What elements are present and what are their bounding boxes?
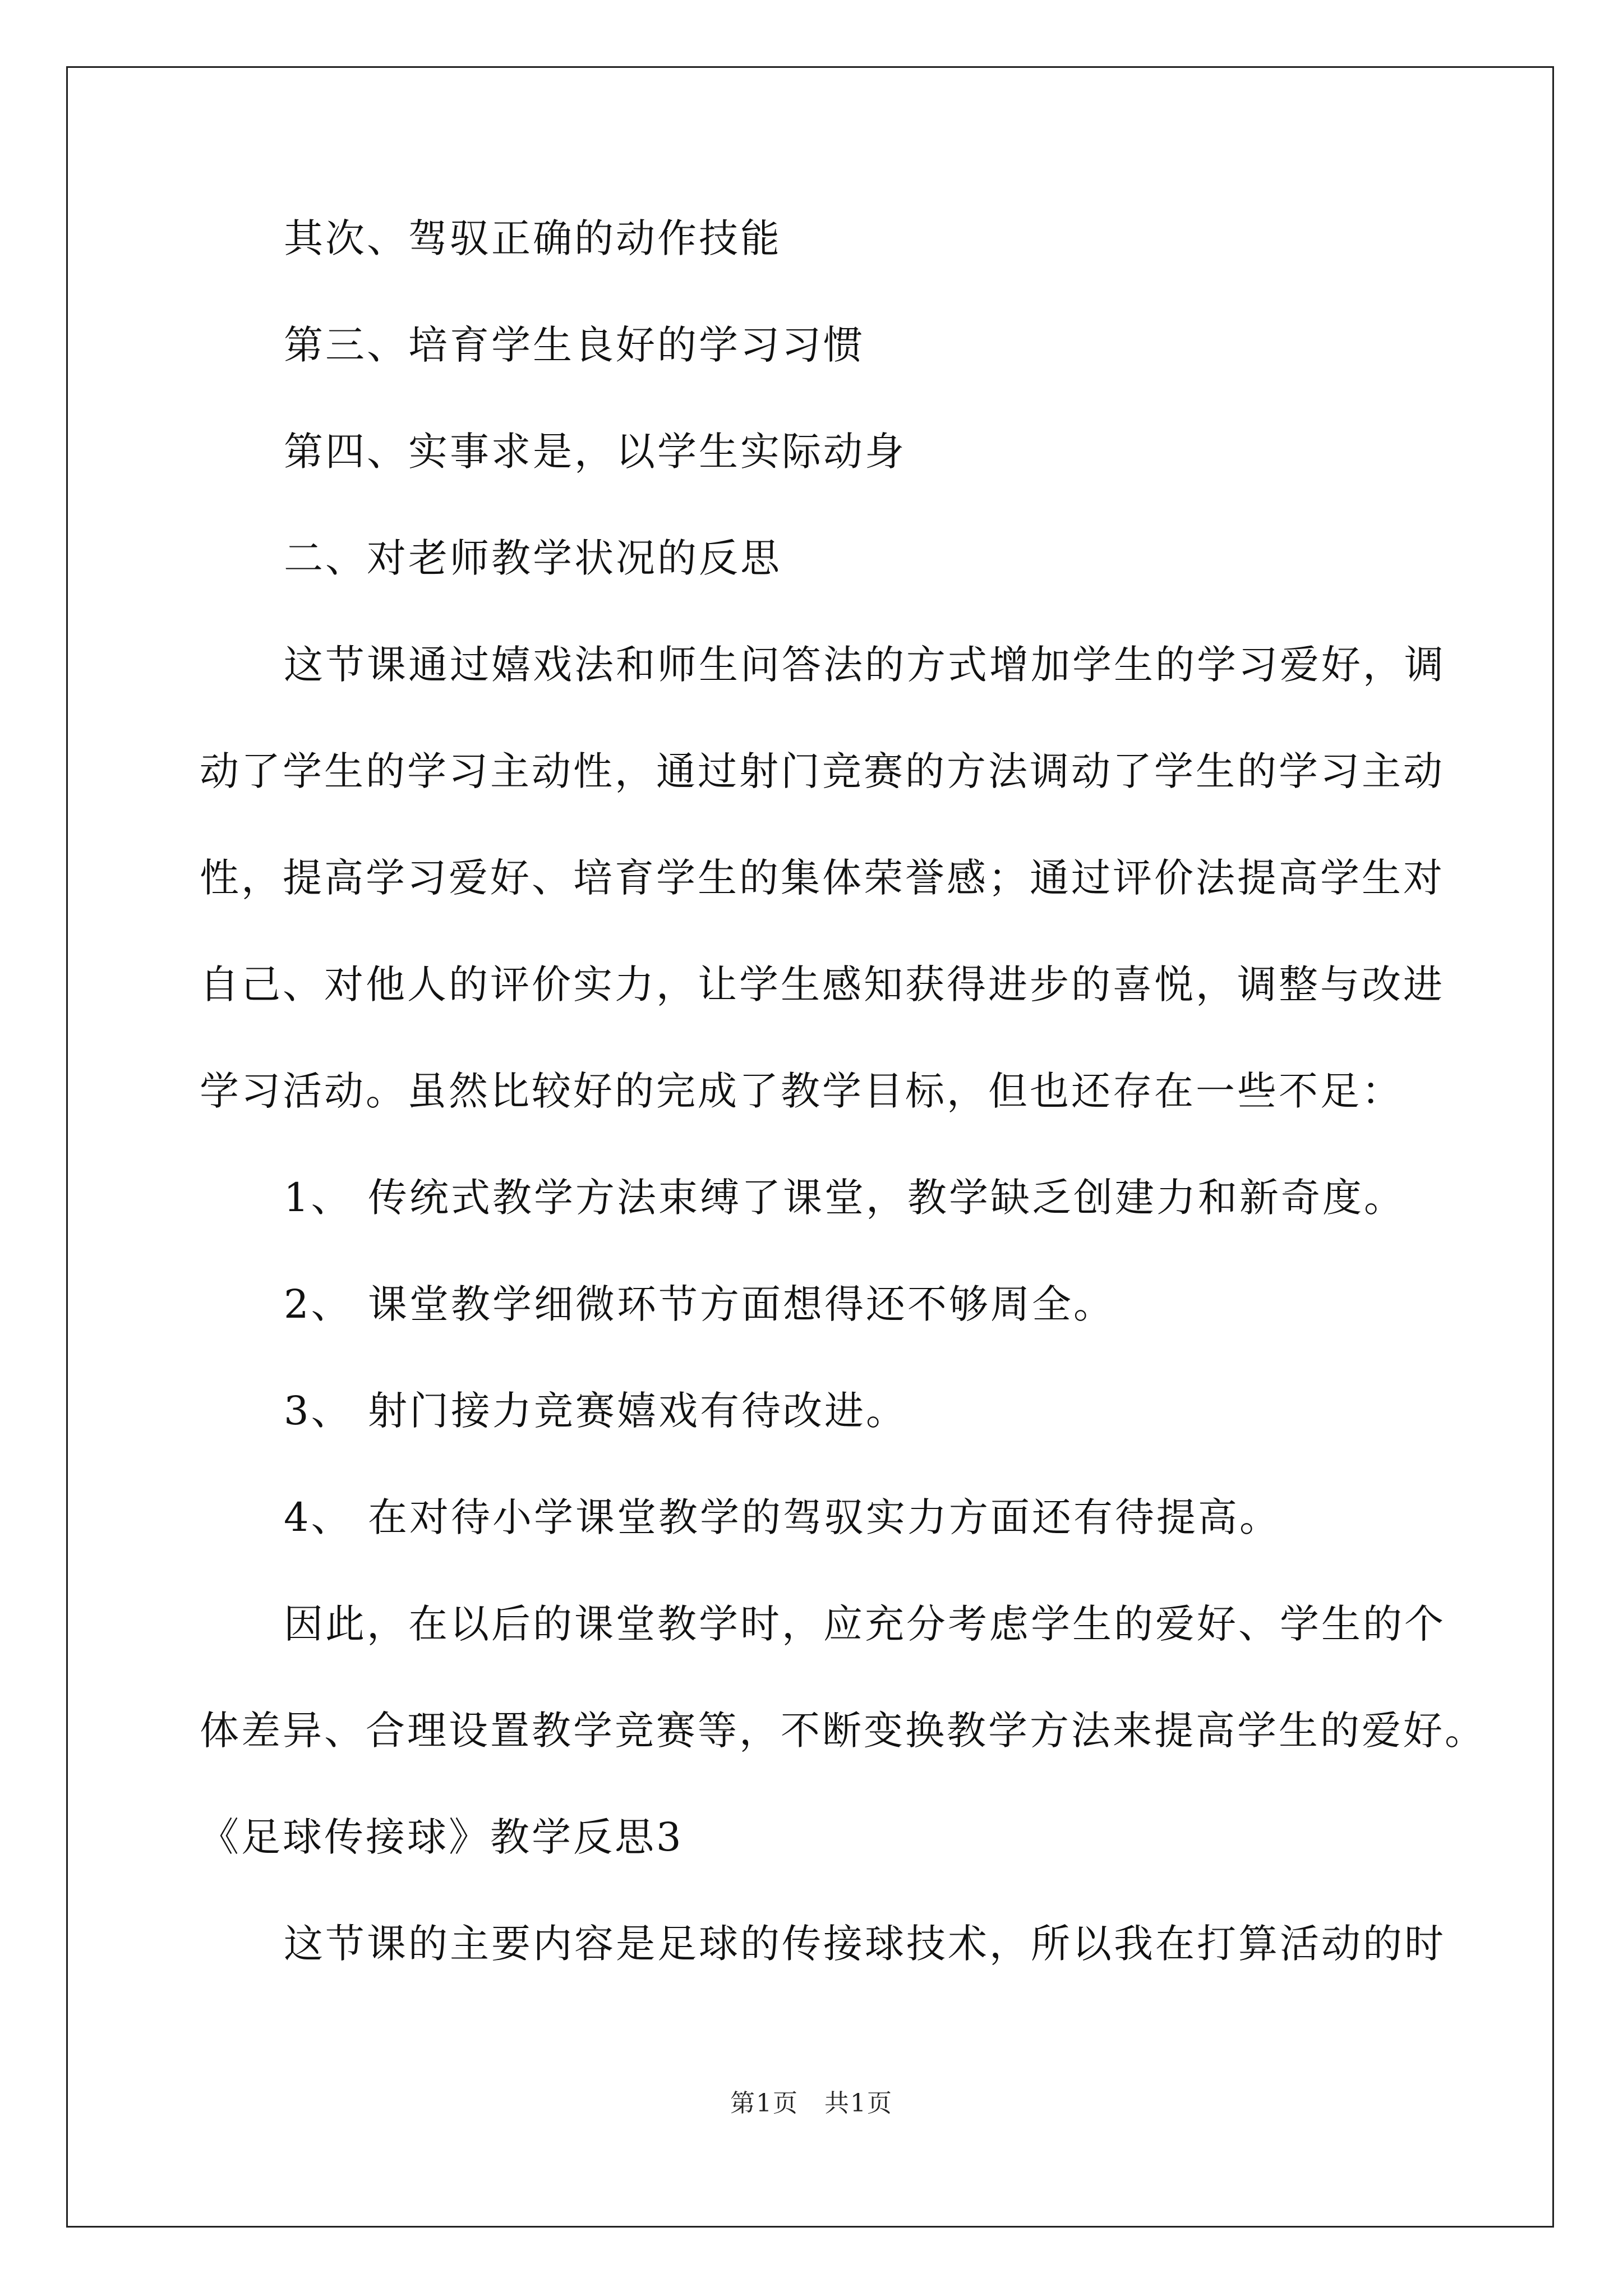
list-number: 2、 [284, 1281, 353, 1327]
paragraph-line: 第四、实事求是，以学生实际动身 [284, 429, 906, 475]
list-number: 1、 [284, 1175, 353, 1221]
list-item-text: 课堂教学细微环节方面想得还不够周全。 [368, 1281, 1115, 1327]
paragraph-line: 第三、培育学生良好的学习习惯 [284, 322, 865, 368]
paragraph-line: 这节课的主要内容是足球的传接球技术，所以我在打算活动的时 [284, 1921, 1446, 1967]
list-item-text: 射门接力竞赛嬉戏有待改进。 [368, 1388, 907, 1434]
section-heading: 二、对老师教学状况的反思 [284, 535, 782, 581]
list-number: 3、 [284, 1388, 353, 1434]
section-title: 《足球传接球》教学反思3 [200, 1814, 684, 1860]
list-item [284, 1279, 1115, 1329]
list-number: 4、 [284, 1494, 353, 1540]
paragraph-line: 因此，在以后的课堂教学时，应充分考虑学生的爱好、学生的个 [284, 1601, 1446, 1647]
paragraph-line: 自己、对他人的评价实力，让学生感知获得进步的喜悦，调整与改进 [200, 961, 1445, 1007]
list-item [284, 1172, 1405, 1223]
paragraph-line: 学习活动。虽然比较好的完成了教学目标，但也还存在一些不足： [200, 1068, 1403, 1114]
list-item-text: 传统式教学方法束缚了课堂，教学缺乏创建力和新奇度。 [368, 1175, 1405, 1221]
page-footer: 第1页 共1页 [730, 2089, 893, 2118]
page-border [66, 66, 1554, 2228]
paragraph-line: 体差异、合理设置教学竞赛等，不断变换教学方法来提高学生的爱好。 [200, 1708, 1486, 1754]
paragraph-line: 其次、驾驭正确的动作技能 [284, 215, 782, 261]
paragraph-line: 性，提高学习爱好、培育学生的集体荣誉感；通过评价法提高学生对 [200, 855, 1445, 901]
list-item-text: 在对待小学课堂教学的驾驭实力方面还有待提高。 [368, 1494, 1281, 1540]
paragraph-line: 这节课通过嬉戏法和师生问答法的方式增加学生的学习爱好，调 [284, 642, 1446, 688]
paragraph-line: 动了学生的学习主动性，通过射门竞赛的方法调动了学生的学习主动 [200, 748, 1445, 794]
list-item [284, 1492, 1281, 1543]
list-item [284, 1386, 907, 1436]
